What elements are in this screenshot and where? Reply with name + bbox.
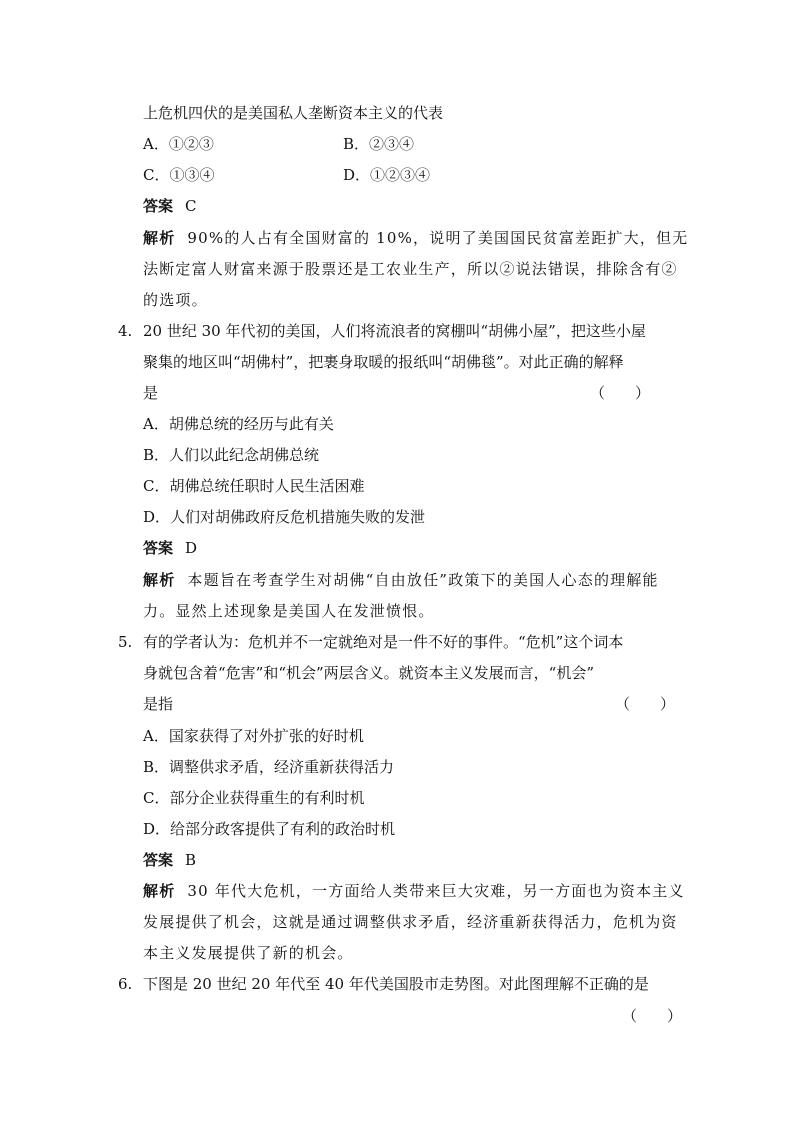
q5-explanation-line-2: 发展提供了机会，这就是通过调整供求矛盾，经济重新获得活力，危机为资 — [143, 913, 678, 931]
q4-option-c: C．胡佛总统任职时人民生活困难 — [143, 477, 365, 495]
q5-explanation-line-1: 解析 30 年代大危机，一方面给人类带来巨大灾难，另一方面也为资本主义 — [143, 882, 685, 900]
q4-number: 4. — [118, 322, 133, 340]
q3-explanation-line-1: 解析 90%的人占有全国财富的 10%，说明了美国国民贫富差距扩大，但无 — [143, 229, 689, 247]
q6-stem-line-1: 下图是 20 世纪 20 年代至 40 年代美国股市走势图。对此图理解不正确的是 — [143, 975, 649, 993]
q4-explanation-line-2: 力。显然上述现象是美国人在发泄愤恨。 — [143, 602, 435, 620]
q3-answer — [143, 196, 197, 216]
q5-number: 5. — [118, 633, 133, 651]
q4-option-d: D．人们对胡佛政府反危机措施失败的发泄 — [143, 508, 426, 526]
q3-option-b: B．②③④ — [343, 135, 415, 153]
answer-value: C — [185, 197, 197, 215]
q5-stem-line-1: 有的学者认为：危机并不一定就绝对是一件不好的事件。“危机”这个词本 — [143, 633, 624, 651]
answer-label: 答案 — [143, 197, 174, 215]
q6-answer-blank: （ ） — [622, 1007, 683, 1025]
answer-value: B — [185, 851, 197, 869]
q4-answer-blank: （ ） — [590, 384, 651, 402]
q3-option-d: D．①②③④ — [343, 166, 431, 184]
q5-option-c: C．部分企业获得重生的有利时机 — [143, 789, 365, 807]
q4-stem-line-3: 是 — [143, 384, 159, 402]
q3-explanation-line-3: 的选项。 — [143, 291, 208, 309]
q3-explanation-line-2: 法断定富人财富来源于股票还是工农业生产，所以②说法错误，排除含有② — [143, 260, 678, 278]
q6-number: 6. — [118, 975, 133, 993]
q5-answer — [143, 850, 196, 870]
answer-value: D — [185, 539, 198, 557]
q4-explanation-line-1: 解析 本题旨在考查学生对胡佛“自由放任”政策下的美国人心态的理解能 — [143, 571, 659, 589]
q5-stem-line-2: 身就包含着“危害”和“机会”两层含义。就资本主义发展而言，“机会” — [143, 664, 595, 682]
q3-option-c: C．①③④ — [143, 166, 215, 184]
q5-option-a: A．国家获得了对外扩张的好时机 — [143, 727, 364, 745]
q3-stem-tail: 上危机四伏的是美国私人垄断资本主义的代表 — [143, 104, 444, 122]
q5-stem-line-3: 是指 — [143, 695, 174, 713]
q5-option-b: B．调整供求矛盾，经济重新获得活力 — [143, 758, 395, 776]
explanation-label: 解析 — [143, 229, 176, 247]
q4-stem-line-2: 聚集的地区叫“胡佛村”，把裹身取暖的报纸叫“胡佛毯”。对此正确的解释 — [143, 353, 624, 371]
q5-option-d: D．给部分政客提供了有利的政治时机 — [143, 820, 396, 838]
q4-answer — [143, 538, 197, 558]
q5-explanation-line-3: 本主义发展提供了新的机会。 — [143, 944, 354, 962]
explanation-label: 解析 — [143, 882, 176, 900]
q4-option-b: B．人们以此纪念胡佛总统 — [143, 446, 320, 464]
answer-label: 答案 — [143, 851, 174, 869]
q4-option-a: A．胡佛总统的经历与此有关 — [143, 415, 334, 433]
answer-label: 答案 — [143, 539, 174, 557]
q5-answer-blank: （ ） — [615, 695, 676, 713]
q3-option-a: A．①②③ — [143, 135, 214, 153]
explanation-label: 解析 — [143, 571, 176, 589]
q4-stem-line-1: 20 世纪 30 年代初的美国，人们将流浪者的窝棚叫“胡佛小屋”，把这些小屋 — [143, 322, 646, 340]
